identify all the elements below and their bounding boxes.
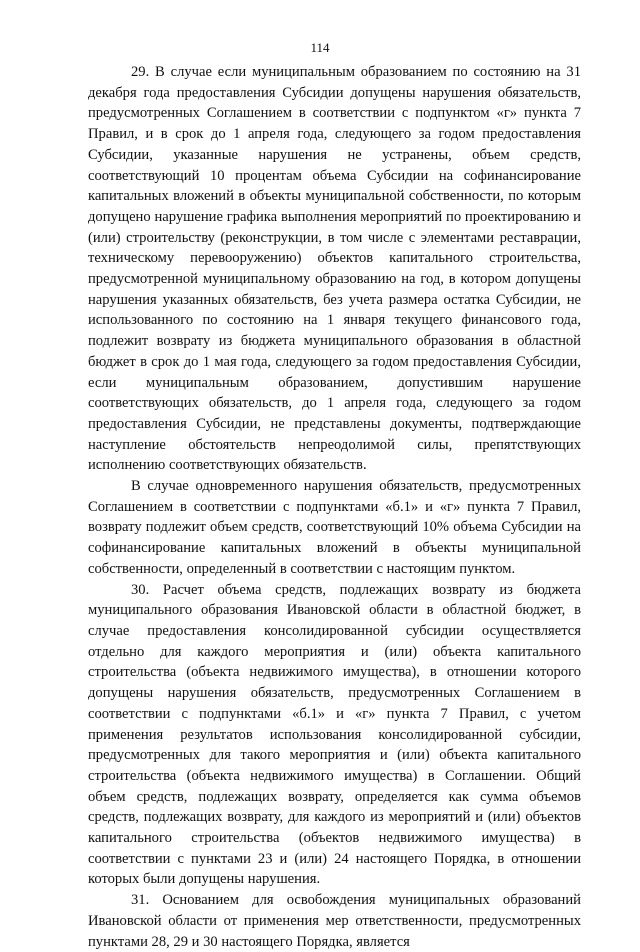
paragraph-30: 30. Расчет объема средств, подлежащих возврату из бюджета муниципального образования Ивановской области в областной бюджет, в случае предоставления консолидированной субсидии осуществляется отдельно для каждого мероприятия и (или) объекта капитального строительства (объекта недвижимого имущества), в отношении которого допущены нарушения обязательств, предусмотренных Соглашением в соответствии с подпунктами «б.1» и «г» пункта 7 Правил, с учетом применения результатов использования консолидированной субсидии, предусмотренных для такого мероприятия и (или) объекта капитального строительства (объекта недвижимого имущества) в Соглашении. Общий объем средств, подлежащих возврату, определяется как сумма объемов средств, подлежащих возврату, для каждого из мероприятий и (или) объектов капитального строительства (объектов недвижимого имущества) в соответствии с пунктами 23 и (или) 24 настоящего Порядка, в отношении которых были допущены нарушения. [88,581,581,888]
page-number: 114 [310,40,330,55]
paragraph-31: 31. Основанием для освобождения муниципальных образований Ивановской области от применения мер ответственности, предусмотренных пунктами 28, 29 и 30 настоящего Порядка, является [88,892,581,950]
document-body [88,62,581,952]
paragraph-29-simultaneous-violation: В случае одновременного нарушения обязательств, предусмотренных Соглашением в соответствии с подпунктами «б.1» и «г» пункта 7 Правил, возврату подлежит объем средств, соответствующий 10% объема Субсидии на софинансирование капитальных вложений в объекты муниципальной собственности, определенный в соответствии с настоящим пунктом. [88,478,581,577]
paragraph-29: 29. В случае если муниципальным образованием по состоянию на 31 декабря года предоставления Субсидии допущены нарушения обязательств, предусмотренных Соглашением в соответствии с подпунктом «г» пункта 7 Правил, и в срок до 1 апреля года, следующего за годом предоставления Субсидии, указанные нарушения не устранены, объем средств, соответствующий 10 процентам объема Субсидии на софинансирование капитальных вложений в объекты муниципальной собственности, по которым допущено нарушение графика выполнения мероприятий по проектированию и (или) строительству (реконструкции, в том числе с элементами реставрации, техническому перевооружению) объектов капитального строительства, предусмотренной муниципальному образованию на год, в котором допущены нарушения указанных обязательств, без учета размера остатка Субсидии, не использованного по состоянию на 1 января текущего финансового года, подлежит возврату из бюджета муниципального образования в областной бюджет в срок до 1 мая года, следующего за годом предоставления Субсидии, если муниципальным образованием, допустившим нарушение соответствующих обязательств, до 1 апреля года, следующего за годом предоставления Субсидии, не представлены документы, подтверждающие наступление обстоятельств непреодолимой силы, препятствующих исполнению соответствующих обязательств. [88,64,581,474]
